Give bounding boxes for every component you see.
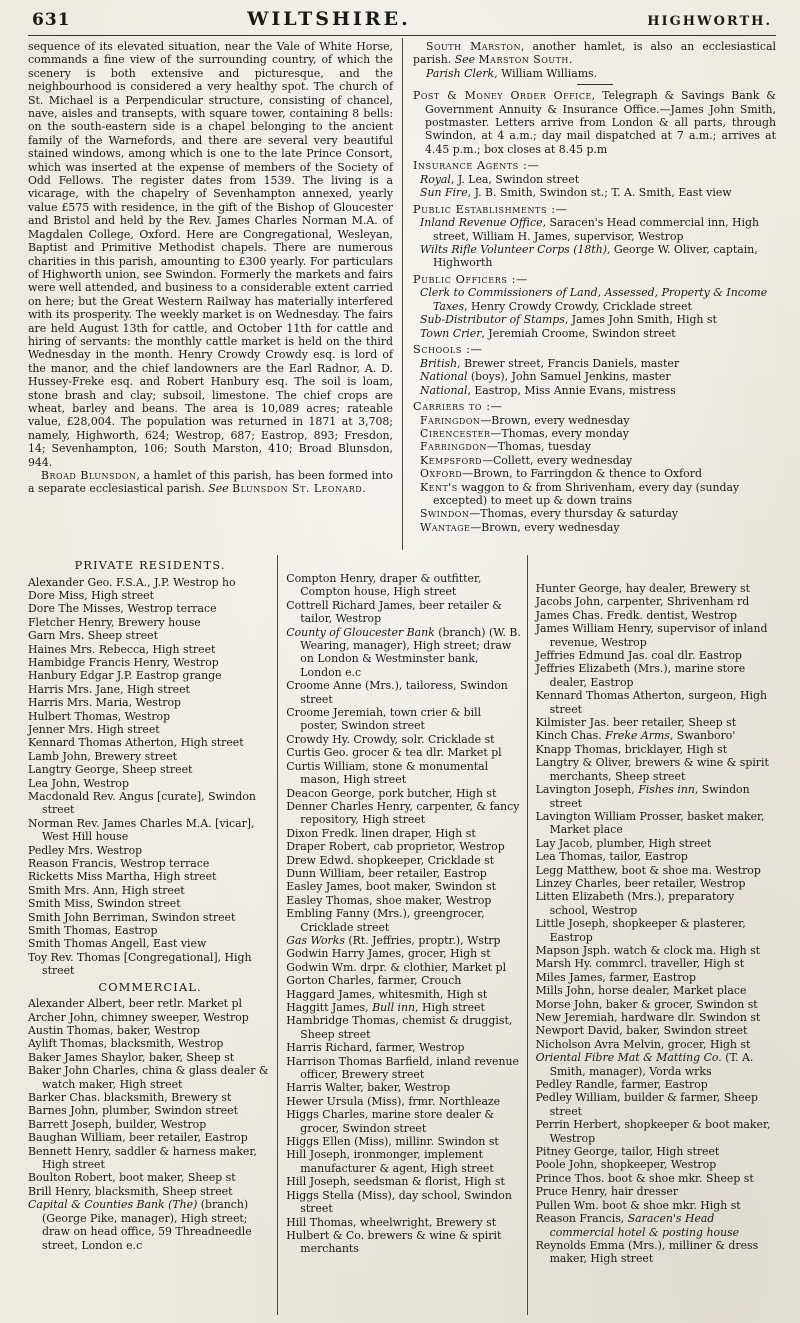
resident-entry: Toy Rev. Thomas [Congregational], High street bbox=[28, 950, 252, 978]
resident-entry: Pedley Mrs. Westrop bbox=[28, 843, 143, 857]
commercial-entry: Nicholson Avra Melvin, grocer, High st bbox=[535, 1037, 751, 1051]
insurance-agents-heading: Insurance Agents :— bbox=[413, 159, 540, 173]
commercial-entry: Austin Thomas, baker, Westrop bbox=[28, 1024, 200, 1037]
commercial-entry: Compton Henry, draper & outfitter, Compton house, High street bbox=[286, 572, 482, 599]
resident-entry: Lea John, Westrop bbox=[28, 776, 129, 790]
parish-description-paragraph: sequence of its elevated situation, near the Vale of White Horse, commands a fine view of the surrounding country, of which the scenery is both extensive and picturesque, and the neighbourhood is considered a very healthy spot. The church of St. Michael is a Perpendicular structure, consisting of chancel, nave, aisles and transepts, with square tower, containing 8 bells: on the south-eastern side is a chapel belonging to the ancient family of the Warnefords, and there are several very beautiful stained windows, among which is one to the late Prince Consort, which was inserted at the expense of members of the Society of Odd Fellows. The register dates from 1539. The living is a vicarage, with the chapelry of Sevenhampton annexed, yearly value £575 with residence, in the gift of the Bishop of Gloucester and Bristol and held by the Rev. James Charles Norman M.A. of Magdalen College, Oxford. Here are Congregational, Wesleyan, Baptist and Primitive Methodist chapels. There are numerous charities in this parish, amounting to £300 yearly. For particulars of Highworth union, see Swindon. Formerly the markets and fairs were well attended, and business to a considerable extent carried on here; but the Great Western Railway has materially interfered with its prosperity. The weekly market is on Wednesday. The fairs are held August 13th for cattle, and October 11th for cattle and hiring of servants: the monthly cattle market is held on the third Wednesday in the month. Henry Crowdy Crowdy esq. is lord of the manor, and the chief landowners are the Earl Radnor, A. D. Hussey-Freke esq. and Robert Hanbury esq. The soil is loam, stone brash and clay; subsoil, limestone. The chief crops are wheat, barley and beans. The area is 10,089 acres; rateable value, £28,004. The population was returned in 1871 at 3,708; namely, Highworth, 624; Westrop, 687; Eastrop, 893; Fresdon, 14; Sevenhampton, 106; South Marston, 410; Broad Blunsdon, 944. bbox=[28, 40, 393, 469]
intro-section bbox=[28, 38, 776, 550]
carriers-section bbox=[413, 400, 776, 534]
commercial-entry: Kilmister Jas. beer retailer, Sheep st bbox=[535, 716, 737, 730]
commercial-entry: Embling Fanny (Mrs.), greengrocer, Cricklade street bbox=[286, 907, 485, 934]
commercial-list-2 bbox=[286, 572, 521, 1256]
commercial-entry: Curtis William, stone & monumental mason, High street bbox=[286, 759, 489, 787]
commercial-entry: Mills John, horse dealer, Market place bbox=[535, 984, 747, 998]
commercial-entry: Higgs Stella (Miss), day school, Swindon street bbox=[286, 1188, 512, 1216]
commercial-entry: Hambridge Thomas, chemist & druggist, Sheep street bbox=[286, 1014, 513, 1041]
establishment-entry: Inland Revenue Office, Saracen's Head commercial inn, High street, William H. James, supervisor, Westrop bbox=[420, 216, 760, 243]
resident-entry: Macdonald Rev. Angus [curate], Swindon street bbox=[28, 790, 256, 817]
directory-listings-section bbox=[28, 555, 776, 1315]
commercial-entry: Reason Francis, Saracen's Head commercial hotel & posting house bbox=[535, 1212, 740, 1239]
commercial-entry: Kennard Thomas Atherton, surgeon, High street bbox=[535, 689, 768, 716]
commercial-entry: Harris Walter, baker, Westrop bbox=[286, 1081, 451, 1095]
commercial-entry: Barnes John, plumber, Swindon street bbox=[28, 1104, 238, 1118]
listings-column-1 bbox=[28, 555, 277, 1315]
resident-entry: Fletcher Henry, Brewery house bbox=[28, 615, 201, 629]
commercial-entry: Miles James, farmer, Eastrop bbox=[535, 970, 696, 984]
commercial-entry: Archer John, chimney sweeper, Westrop bbox=[28, 1010, 249, 1024]
resident-entry: Hulbert Thomas, Westrop bbox=[28, 709, 171, 723]
resident-entry: Lamb John, Brewery street bbox=[28, 749, 178, 763]
carrier-entry: Oxford—Brown, to Farringdon & thence to Oxford bbox=[420, 467, 702, 481]
commercial-entry: Prince Thos. boot & shoe mkr. Sheep st bbox=[535, 1171, 754, 1185]
private-residents-heading: PRIVATE RESIDENTS. bbox=[74, 559, 226, 572]
resident-entry: Harris Mrs. Jane, High street bbox=[28, 682, 190, 696]
resident-entry: Dore The Misses, Westrop terrace bbox=[28, 602, 217, 616]
commercial-entry: Easley James, boot maker, Swindon st bbox=[286, 880, 496, 894]
commercial-entry: Legg Matthew, boot & shoe ma. Westrop bbox=[535, 863, 761, 877]
page-number: 631 bbox=[32, 10, 71, 30]
schools-heading: Schools :— bbox=[413, 343, 483, 357]
commercial-entry: Linzey Charles, beer retailer, Westrop bbox=[535, 876, 746, 890]
resident-entry: Garn Mrs. Sheep street bbox=[28, 629, 158, 643]
public-officers-section bbox=[413, 273, 776, 340]
commercial-list-1 bbox=[28, 997, 272, 1252]
private-residents-list bbox=[28, 576, 272, 978]
officer-entry: Town Crier, Jeremiah Croome, Swindon street bbox=[420, 326, 676, 340]
commercial-entry: Deacon George, pork butcher, High st bbox=[286, 786, 497, 800]
commercial-entry: Hewer Ursula (Miss), frmr. Northleaze bbox=[286, 1094, 501, 1108]
school-entry: National (boys), John Samuel Jenkins, master bbox=[420, 370, 671, 384]
commercial-entry: New Jeremiah, hardware dlr. Swindon st bbox=[535, 1011, 761, 1024]
carrier-entry: Wantage—Brown, every wednesday bbox=[420, 520, 620, 534]
commercial-entry: Boulton Robert, boot maker, Sheep st bbox=[28, 1171, 236, 1185]
commercial-entry: Croome Anne (Mrs.), tailoress, Swindon street bbox=[286, 679, 508, 706]
resident-entry: Smith Miss, Swindon street bbox=[28, 897, 181, 911]
resident-entry: Smith Thomas Angell, East view bbox=[28, 937, 207, 951]
commercial-entry: Lavington Joseph, Fishes inn, Swindon street bbox=[535, 783, 750, 810]
resident-entry: Smith Thomas, Eastrop bbox=[28, 924, 158, 938]
header-rule bbox=[28, 35, 776, 36]
commercial-entry: Easley Thomas, shoe maker, Westrop bbox=[286, 893, 492, 907]
insurance-agent-entry: Royal, J. Lea, Swindon street bbox=[420, 172, 580, 186]
commercial-entry: Hunter George, hay dealer, Brewery st bbox=[535, 582, 750, 595]
commercial-entry: Pruce Henry, hair dresser bbox=[535, 1185, 679, 1199]
commercial-entry: Hill Joseph, ironmonger, implement manufacturer & agent, High street bbox=[286, 1148, 494, 1175]
commercial-entry: Curtis Geo. grocer & tea dlr. Market pl bbox=[286, 746, 502, 760]
resident-entry: Jenner Mrs. High street bbox=[28, 722, 160, 736]
broad-blunsdon-paragraph: Broad Blunsdon, a hamlet of this parish, has been formed into a separate ecclesiastical parish. See Blunsdon St. Leonard. bbox=[28, 469, 393, 496]
commercial-entry: Gorton Charles, farmer, Crouch bbox=[286, 974, 462, 988]
commercial-entry: Baughan William, beer retailer, Eastrop bbox=[28, 1131, 248, 1145]
commercial-entry: Capital & Counties Bank (The) (branch) (George Pike, manager), High street; draw on head office, 59 Threadneedle street, London e.c bbox=[28, 1198, 252, 1252]
commercial-entry: Brill Henry, blacksmith, Sheep street bbox=[28, 1184, 233, 1198]
carrier-entry: Farringdon—Thomas, tuesday bbox=[420, 440, 592, 454]
county-title: WILTSHIRE. bbox=[247, 8, 411, 30]
commercial-entry: Dunn William, beer retailer, Eastrop bbox=[286, 866, 487, 880]
post-office-paragraph: Post & Money Order Office, Telegraph & Savings Bank & Government Annuity & Insurance Office.—James John Smith, postmaster. Letters arrive from London & all parts, through Swindon, at 4 a.m.; day mail dispatched at 7 a.m.; arrives at 4.45 p.m.; box closes at 8.45 p.m bbox=[413, 89, 776, 156]
public-officers-heading: Public Officers :— bbox=[413, 272, 528, 286]
commercial-entry: Haggard James, whitesmith, High st bbox=[286, 987, 488, 1001]
officer-entry: Clerk to Commissioners of Land, Assessed, Property & Income Taxes, Henry Crowdy Crowdy, Cricklade street bbox=[420, 286, 768, 313]
parish-clerk-line: Parish Clerk, William Williams. bbox=[426, 66, 598, 80]
commercial-entry: Jacobs John, carpenter, Shrivenham rd bbox=[535, 595, 750, 609]
commercial-entry: Harrison Thomas Barfield, inland revenue officer, Brewery street bbox=[286, 1054, 519, 1082]
commercial-entry: Draper Robert, cab proprietor, Westrop bbox=[286, 840, 505, 854]
commercial-entry: Jeffries Elizabeth (Mrs.), marine store dealer, Eastrop bbox=[535, 662, 746, 689]
listings-column-3 bbox=[527, 555, 776, 1315]
carrier-entry: Kempsford—Collett, every wednesday bbox=[420, 453, 633, 467]
place-title: HIGHWORTH. bbox=[647, 14, 772, 29]
insurance-agents-list bbox=[413, 173, 776, 200]
resident-entry: Alexander Geo. F.S.A., J.P. Westrop ho bbox=[28, 575, 236, 589]
resident-entry: Smith Mrs. Ann, High street bbox=[28, 883, 185, 897]
resident-entry: Harris Mrs. Maria, Westrop bbox=[28, 696, 182, 710]
commercial-entry: Alexander Albert, beer retlr. Market pl bbox=[28, 997, 242, 1011]
resident-entry: Haines Mrs. Rebecca, High street bbox=[28, 642, 216, 656]
commercial-entry: Haggitt James, Bull inn, High street bbox=[286, 1001, 485, 1014]
resident-entry: Reason Francis, Westrop terrace bbox=[28, 857, 210, 871]
commercial-entry: Morse John, baker & grocer, Swindon st bbox=[535, 997, 758, 1011]
commercial-entry: James William Henry, supervisor of inland revenue, Westrop bbox=[535, 622, 768, 649]
commercial-entry: Gas Works (Rt. Jeffries, proptr.), Wstrp bbox=[286, 933, 501, 947]
commercial-entry: Lay Jacob, plumber, High street bbox=[535, 836, 712, 850]
commercial-entry: Baker James Shaylor, baker, Sheep st bbox=[28, 1050, 235, 1064]
commercial-entry: Higgs Ellen (Miss), millinr. Swindon st bbox=[286, 1135, 499, 1149]
commercial-entry: Lea Thomas, tailor, Eastrop bbox=[535, 850, 688, 864]
school-entry: British, Brewer street, Francis Daniels, master bbox=[420, 356, 680, 370]
carrier-entry: Cirencester—Thomas, every monday bbox=[420, 426, 629, 440]
establishment-entry: Wilts Rifle Volunteer Corps (18th), George W. Oliver, captain, Highworth bbox=[420, 243, 758, 270]
commercial-entry: Crowdy Hy. Crowdy, solr. Cricklade st bbox=[286, 732, 495, 746]
intro-right-column bbox=[402, 38, 776, 550]
commercial-entry: Pedley Randle, farmer, Eastrop bbox=[535, 1078, 708, 1092]
commercial-entry: Newport David, baker, Swindon street bbox=[535, 1024, 748, 1038]
commercial-entry: Bennett Henry, saddler & harness maker, High street bbox=[28, 1144, 257, 1172]
commercial-entry: Oriental Fibre Mat & Matting Co. (T. A. Smith, manager), Vorda wrks bbox=[535, 1051, 754, 1078]
commercial-entry: Hill Joseph, seedsman & florist, High st bbox=[286, 1175, 505, 1189]
commercial-entry: Harris Richard, farmer, Westrop bbox=[286, 1041, 465, 1055]
commercial-entry: Jeffries Edmund Jas. coal dlr. Eastrop bbox=[535, 649, 743, 663]
carrier-entry: Kent's waggon to & from Shrivenham, every day (sunday excepted) to meet up & down trains bbox=[420, 480, 740, 507]
schools-section bbox=[413, 343, 776, 397]
commercial-entry: Godwin Wm. drpr. & clothier, Market pl bbox=[286, 960, 507, 974]
commercial-entry: James Chas. Fredk. dentist, Westrop bbox=[535, 608, 737, 622]
public-establishments-list bbox=[413, 216, 776, 270]
public-officers-list bbox=[413, 286, 776, 340]
intro-left-column bbox=[28, 38, 402, 550]
carrier-entry: Swindon—Thomas, every thursday & saturday bbox=[420, 507, 678, 521]
insurance-agent-entry: Sun Fire, J. B. Smith, Swindon st.; T. A. Smith, East view bbox=[420, 186, 732, 200]
commercial-entry: Dixon Fredk. linen draper, High st bbox=[286, 826, 476, 840]
commercial-entry: Hill Thomas, wheelwright, Brewery st bbox=[286, 1215, 497, 1229]
resident-entry: Langtry George, Sheep street bbox=[28, 763, 193, 777]
commercial-entry: Godwin Harry James, grocer, High st bbox=[286, 947, 491, 961]
commercial-entry: Denner Charles Henry, carpenter, & fancy repository, High street bbox=[286, 799, 520, 827]
commercial-entry: Pullen Wm. boot & shoe mkr. High st bbox=[535, 1198, 741, 1212]
carriers-list bbox=[413, 414, 776, 535]
public-establishments-heading: Public Establishments :— bbox=[413, 202, 568, 216]
commercial-entry: Knapp Thomas, bricklayer, High st bbox=[535, 742, 728, 756]
commercial-entry: Little Joseph, shopkeeper & plasterer, Eastrop bbox=[535, 917, 746, 944]
page-header bbox=[28, 6, 776, 30]
commercial-list-3 bbox=[536, 582, 776, 1266]
commercial-entry: Pitney George, tailor, High street bbox=[535, 1145, 720, 1159]
commercial-entry: Lavington William Prosser, basket maker, Market place bbox=[535, 809, 765, 837]
resident-entry: Smith John Berriman, Swindon street bbox=[28, 910, 236, 924]
officer-entry: Sub-Distributor of Stamps, James John Smith, High st bbox=[420, 313, 717, 327]
south-marston-paragraph: South Marston, another hamlet, is also an ecclesiastical parish. See Marston South. bbox=[413, 40, 776, 67]
resident-entry: Norman Rev. James Charles M.A. [vicar], West Hill house bbox=[28, 816, 255, 844]
resident-entry: Ricketts Miss Martha, High street bbox=[28, 870, 217, 884]
listings-column-2 bbox=[277, 555, 526, 1315]
commercial-entry: Barrett Joseph, builder, Westrop bbox=[28, 1117, 207, 1131]
commercial-entry: Croome Jeremiah, town crier & bill poster, Swindon street bbox=[286, 706, 482, 733]
school-entry: National, Eastrop, Miss Annie Evans, mistress bbox=[420, 383, 676, 397]
commercial-entry: Cottrell Richard James, beer retailer & tailor, Westrop bbox=[286, 598, 502, 626]
carriers-heading: Carriers to :— bbox=[413, 399, 503, 413]
commercial-entry: Baker John Charles, china & glass dealer & watch maker, High street bbox=[28, 1064, 269, 1091]
commercial-entry: Aylift Thomas, blacksmith, Westrop bbox=[28, 1037, 224, 1051]
resident-entry: Kennard Thomas Atherton, High street bbox=[28, 736, 244, 750]
public-establishments-section bbox=[413, 203, 776, 270]
commercial-entry: Marsh Hy. commrcl. traveller, High st bbox=[535, 957, 745, 971]
commercial-entry: Hulbert & Co. brewers & wine & spirit merchants bbox=[286, 1228, 502, 1256]
commercial-entry: Barker Chas. blacksmith, Brewery st bbox=[28, 1091, 232, 1105]
commercial-entry: Reynolds Emma (Mrs.), milliner & dress maker, High street bbox=[535, 1238, 759, 1266]
commercial-entry: Kinch Chas. Freke Arms, Swanboro' bbox=[535, 729, 736, 743]
commercial-entry: Drew Edwd. shopkeeper, Cricklade st bbox=[286, 853, 495, 867]
commercial-entry: County of Gloucester Bank (branch) (W. B. Wearing, manager), High street; draw on London & Westminster bank, London e.c bbox=[286, 625, 521, 679]
insurance-agents-section bbox=[413, 159, 776, 199]
commercial-entry: Poole John, shopkeeper, Westrop bbox=[535, 1158, 717, 1172]
commercial-entry: Perrin Herbert, shopkeeper & boot maker, Westrop bbox=[535, 1118, 771, 1145]
resident-entry: Hambidge Francis Henry, Westrop bbox=[28, 655, 219, 669]
resident-entry: Dore Miss, High street bbox=[28, 588, 155, 602]
commercial-entry: Mapson Jsph. watch & clock ma. High st bbox=[535, 943, 761, 957]
schools-list bbox=[413, 357, 776, 397]
carrier-entry: Faringdon—Brown, every wednesday bbox=[420, 413, 630, 427]
commercial-entry: Litten Elizabeth (Mrs.), preparatory school, Westrop bbox=[535, 890, 735, 917]
commercial-entry: Pedley William, builder & farmer, Sheep street bbox=[535, 1091, 759, 1118]
commercial-heading: COMMERCIAL. bbox=[98, 980, 202, 994]
commercial-entry: Higgs Charles, marine store dealer & grocer, Swindon street bbox=[286, 1108, 495, 1135]
resident-entry: Hanbury Edgar J.P. Eastrop grange bbox=[28, 669, 222, 683]
section-divider-rule bbox=[577, 84, 613, 85]
commercial-entry: Langtry & Oliver, brewers & wine & spirit merchants, Sheep street bbox=[535, 756, 769, 783]
